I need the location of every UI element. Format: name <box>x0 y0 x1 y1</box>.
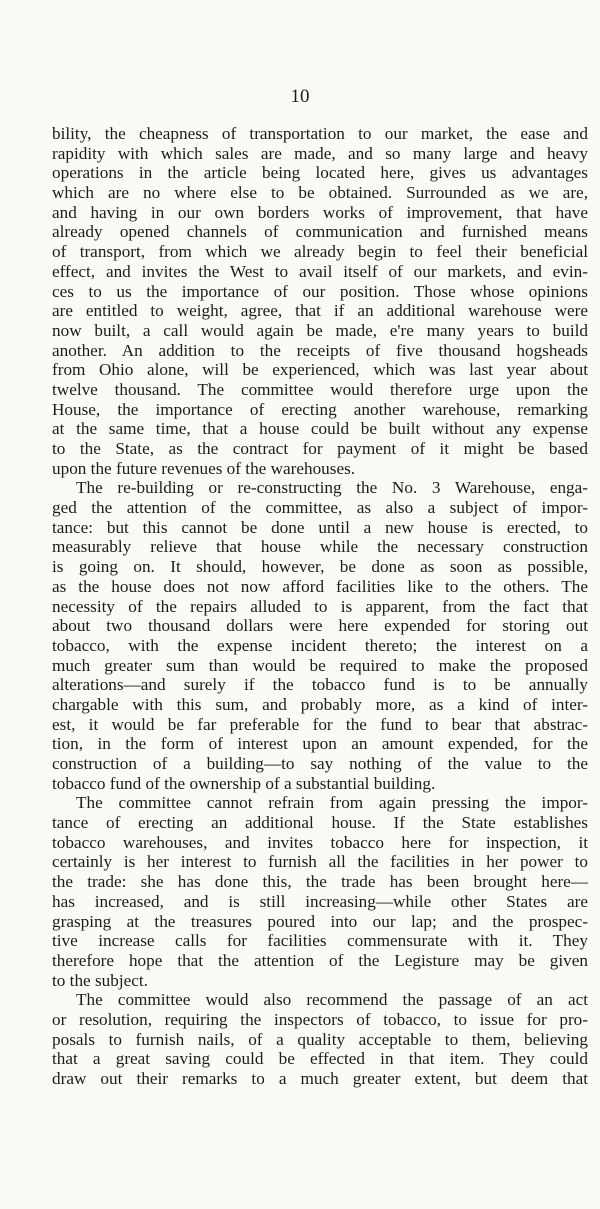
text-line: tobacco warehouses, and invites tobacco here for inspection, it <box>52 832 588 852</box>
text-line: from Ohio alone, will be experienced, which was last year about <box>52 360 588 380</box>
text-line: which are no where else to be obtained. Surrounded as we are, <box>52 183 588 203</box>
text-line: tance of erecting an additional house. If the State establishes <box>52 813 588 833</box>
text-line: ged the attention of the committee, as also a subject of impor- <box>52 498 588 518</box>
text-line: The re-building or re-constructing the No. 3 Warehouse, enga- <box>76 478 588 498</box>
text-line: measurably relieve that house while the necessary construction <box>52 537 588 557</box>
text-line: now built, a call would again be made, e're many years to build <box>52 320 588 340</box>
text-line: another. An addition to the receipts of five thousand hogsheads <box>52 340 588 360</box>
text-line: much greater sum than would be required to make the proposed <box>52 655 588 675</box>
text-line: effect, and invites the West to avail itself of our markets, and evin- <box>52 261 588 281</box>
text-line: about two thousand dollars were here expended for storing out <box>52 616 588 636</box>
text-line: The committee would also recommend the passage of an act <box>76 990 588 1010</box>
text-line: at the same time, that a house could be built without any expense <box>52 419 588 439</box>
text-line: est, it would be far preferable for the fund to bear that abstrac- <box>52 714 588 734</box>
text-line: ces to us the importance of our position. Those whose opinions <box>52 281 588 301</box>
text-line: necessity of the repairs alluded to is apparent, from the fact that <box>52 596 588 616</box>
text-line: tobacco, with the expense incident thereto; the interest on a <box>52 635 588 655</box>
page-number: 10 <box>290 86 310 107</box>
text-line: draw out their remarks to a much greater extent, but deem that <box>52 1069 588 1088</box>
text-line: as the house does not now afford facilities like to the others. The <box>52 576 588 596</box>
text-line: to the subject. <box>52 970 148 990</box>
text-line: is going on. It should, however, be done as soon as possible, <box>52 557 588 577</box>
text-line: are entitled to weight, agree, that if an additional warehouse were <box>52 301 588 321</box>
text-line: upon the future revenues of the warehouses. <box>52 458 356 478</box>
text-line: therefore hope that the attention of the Legisture may be given <box>52 950 588 970</box>
text-line: already opened channels of communication and furnished means <box>52 222 588 242</box>
text-line: the trade: she has done this, the trade has been brought here— <box>52 872 588 892</box>
text-line: that a great saving could be effected in that item. They could <box>52 1049 588 1069</box>
text-line: construction of a building—to say nothing of the value to the <box>52 754 588 773</box>
text-line: tance: but this cannot be done until a new house is erected, to <box>52 517 588 537</box>
text-line: posals to furnish nails, of a quality acceptable to them, believing <box>52 1029 588 1049</box>
text-line: chargable with this sum, and probably more, as a kind of inter- <box>52 694 588 714</box>
text-line: twelve thousand. The committee would therefore urge upon the <box>52 379 588 399</box>
text-line: tive increase calls for facilities commensurate with it. They <box>52 931 588 951</box>
text-line: House, the importance of erecting another warehouse, remarking <box>52 399 588 419</box>
text-line: The committee cannot refrain from again pressing the impor- <box>76 793 588 813</box>
text-line: certainly is her interest to furnish all the facilities in her power to <box>52 852 588 872</box>
text-line: tobacco fund of the ownership of a substantial building. <box>52 773 436 793</box>
text-line: of transport, from which we already begin to feel their beneficial <box>52 242 588 262</box>
body-text <box>52 124 588 1089</box>
text-line: bility, the cheapness of transportation to our market, the ease and <box>52 124 588 143</box>
text-line: has increased, and is still increasing—while other States are <box>52 891 588 911</box>
text-line: grasping at the treasures poured into our lap; and the prospec- <box>52 911 588 931</box>
text-line: alterations—and surely if the tobacco fund is to be annually <box>52 675 588 695</box>
text-line: or resolution, requiring the inspectors of tobacco, to issue for pro- <box>52 1009 588 1029</box>
text-line: operations in the article being located here, gives us advantages <box>52 163 588 183</box>
text-line: rapidity with which sales are made, and so many large and heavy <box>52 143 588 163</box>
text-line: to the State, as the contract for payment of it might be based <box>52 439 588 458</box>
text-line: and having in our own borders works of improvement, that have <box>52 202 588 222</box>
text-line: tion, in the form of interest upon an amount expended, for the <box>52 734 588 754</box>
